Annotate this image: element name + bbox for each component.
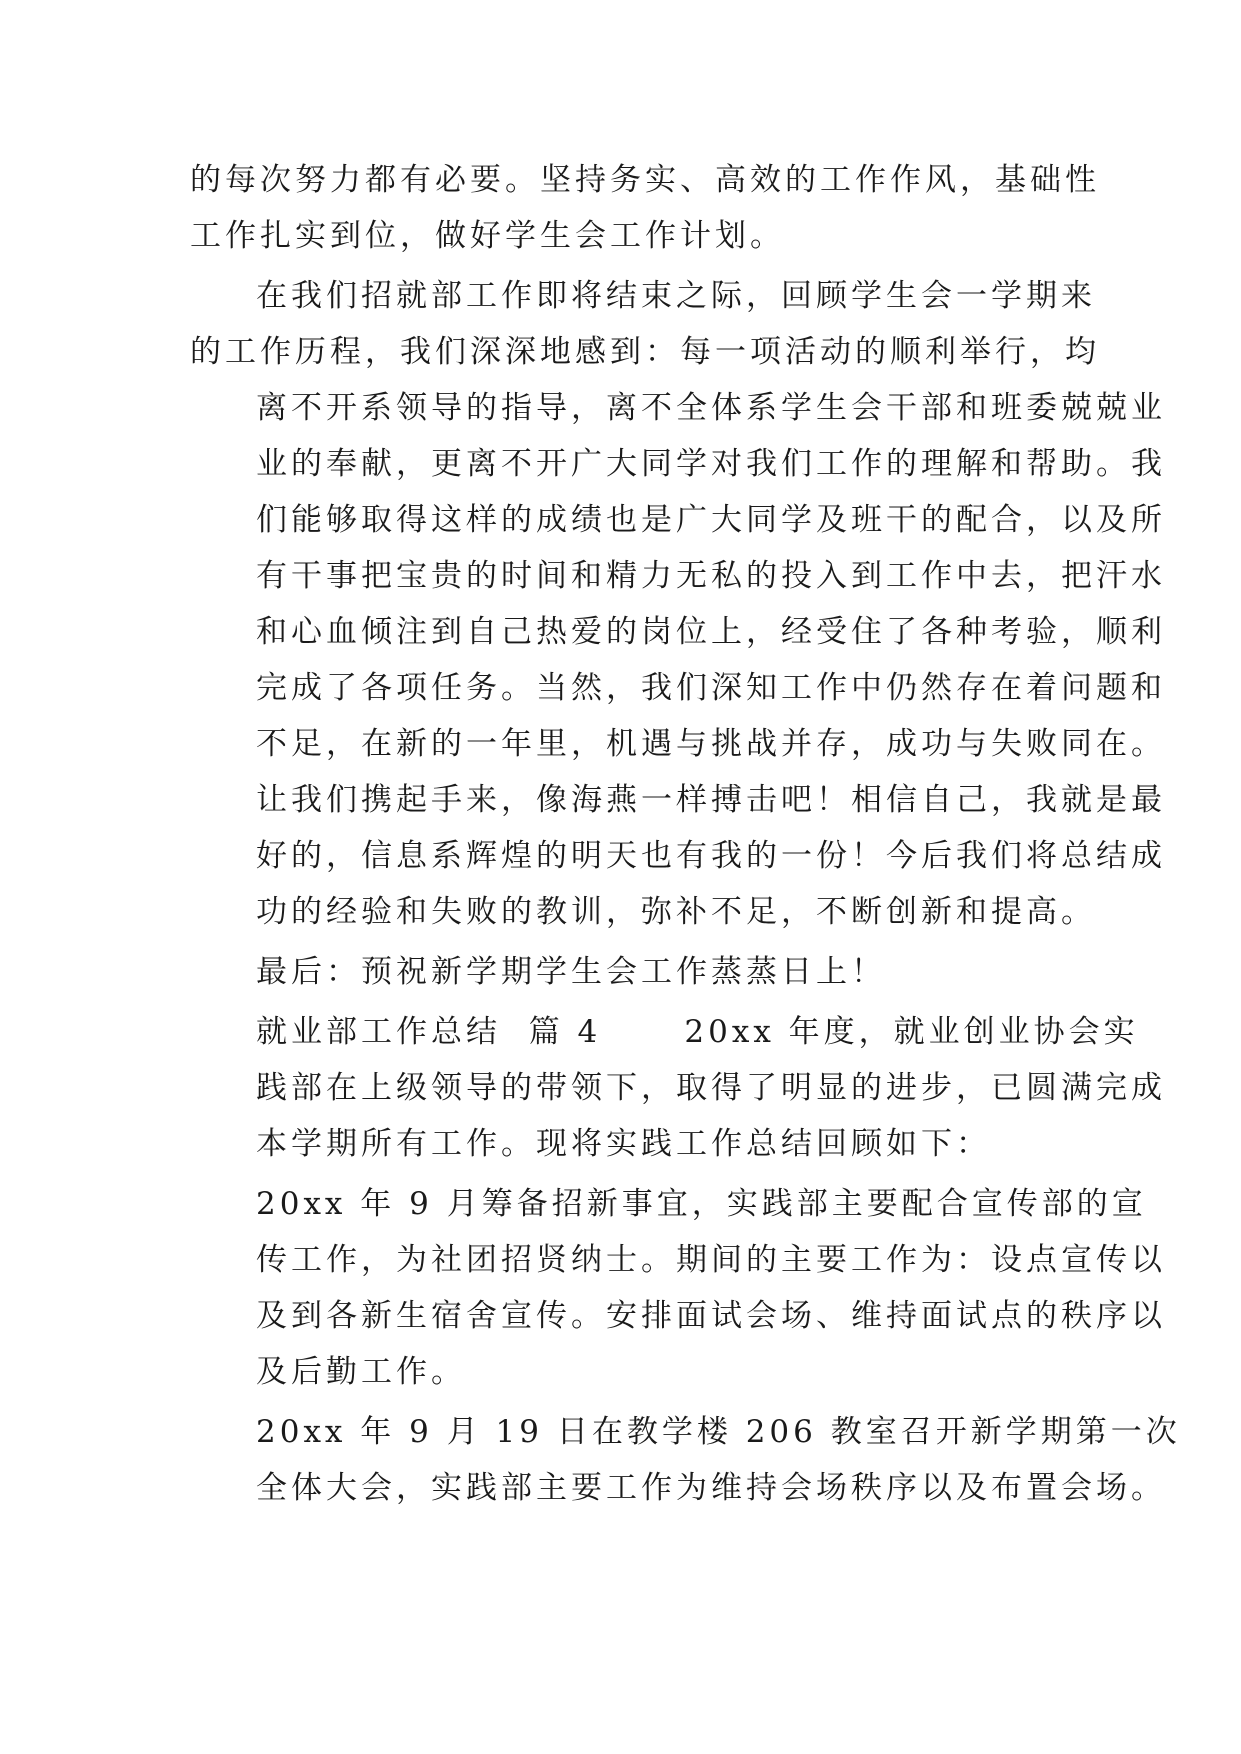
text-line: 不足，在新的一年里，机遇与挑战并存，成功与失败同在。 (256, 726, 1166, 762)
document-body (190, 152, 1181, 1520)
text-line: 全体大会，实践部主要工作为维持会场秩序以及布置会场。 (256, 1470, 1166, 1506)
text-line: 让我们携起手来，像海燕一样搏击吧！相信自己，我就是最 (256, 782, 1166, 818)
text-line: 业的奉献，更离不开广大同学对我们工作的理解和帮助。我 (256, 446, 1166, 482)
text-line: 在我们招就部工作即将结束之际，回顾学生会一学期来 (256, 278, 1096, 314)
paragraph (190, 152, 1100, 264)
text-line: 离不开系领导的指导，离不全体系学生会干部和班委兢兢业 (256, 390, 1166, 426)
paragraph (190, 268, 1166, 940)
text-line: 就业部工作总结 篇 4 20xx 年度，就业创业协会实 (256, 1014, 1139, 1050)
text-line: 及到各新生宿舍宣传。安排面试会场、维持面试点的秩序以 (256, 1298, 1166, 1334)
text-line: 的工作历程，我们深深地感到：每一项活动的顺利举行，均 (190, 334, 1100, 370)
paragraph (190, 944, 1052, 1000)
text-line: 传工作，为社团招贤纳士。期间的主要工作为：设点宣传以 (256, 1242, 1166, 1278)
text-line: 的每次努力都有必要。坚持务实、高效的工作作风，基础性 (190, 162, 1100, 198)
text-line: 们能够取得这样的成绩也是广大同学及班干的配合，以及所 (256, 502, 1166, 538)
text-line: 功的经验和失败的教训，弥补不足，不断创新和提高。 (256, 894, 1096, 930)
text-line: 工作扎实到位，做好学生会工作计划。 (190, 218, 785, 254)
paragraph (190, 1004, 1166, 1172)
text-line: 完成了各项任务。当然，我们深知工作中仍然存在着问题和 (256, 670, 1166, 706)
text-line: 最后：预祝新学期学生会工作蒸蒸日上！ (256, 954, 886, 990)
text-line: 20xx 年 9 月筹备招新事宜，实践部主要配合宣传部的宣 (256, 1186, 1147, 1222)
text-line: 和心血倾注到自己热爱的岗位上，经受住了各种考验，顺利 (256, 614, 1166, 650)
paragraph (190, 1176, 1166, 1400)
text-line: 本学期所有工作。现将实践工作总结回顾如下： (256, 1126, 991, 1162)
text-line: 践部在上级领导的带领下，取得了明显的进步，已圆满完成 (256, 1070, 1166, 1106)
text-line: 好的，信息系辉煌的明天也有我的一份！今后我们将总结成 (256, 838, 1166, 874)
text-line: 20xx 年 9 月 19 日在教学楼 206 教室召开新学期第一次 (256, 1414, 1181, 1450)
text-line: 有干事把宝贵的时间和精力无私的投入到工作中去，把汗水 (256, 558, 1166, 594)
text-line: 及后勤工作。 (256, 1354, 466, 1390)
paragraph (190, 1404, 1181, 1516)
